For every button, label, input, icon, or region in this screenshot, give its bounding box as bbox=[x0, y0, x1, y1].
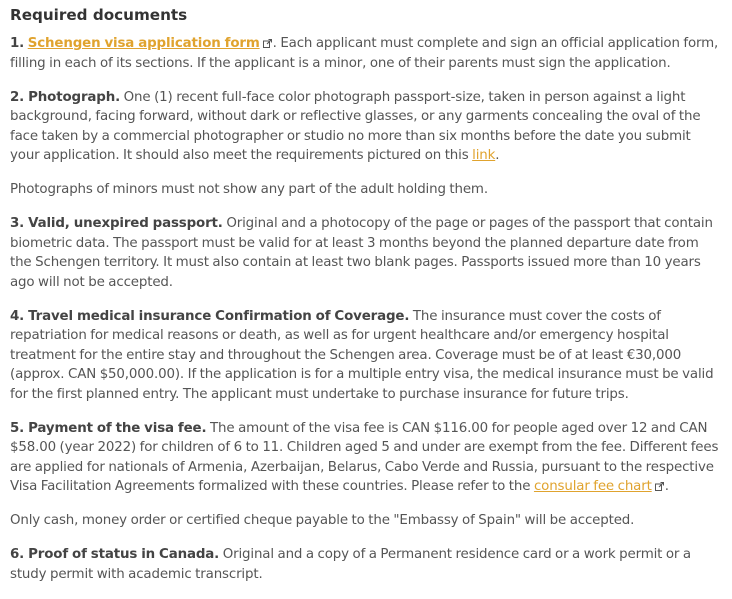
item-text-end: . bbox=[495, 148, 500, 163]
item-text: One (1) recent full-face color photograph passport-size, taken in person against a light background, facing forward, without dark or reflective glasses, or any garments concealing the oval of the face taken by a commercial photographer or studio no more than six months before the date you submit your application. It should also meet the requirements pictured on this bbox=[10, 89, 701, 163]
section-title: Required documents bbox=[10, 6, 188, 24]
note-payment-methods: Only cash, money order or certified cheque payable to the "Embassy of Spain" will be accepted. bbox=[10, 513, 635, 528]
item-heading bbox=[10, 90, 120, 105]
item-heading-text: Valid, unexpired passport. bbox=[28, 216, 223, 231]
item-number: 4. bbox=[10, 308, 25, 324]
item-heading-text: Photograph. bbox=[28, 89, 121, 105]
item-photograph bbox=[10, 88, 722, 166]
consular-fee-chart-link[interactable]: consular fee chart bbox=[533, 479, 652, 494]
item-heading bbox=[10, 216, 223, 231]
item-number: 6. bbox=[10, 547, 25, 562]
item-visa-fee bbox=[10, 419, 722, 497]
item-heading bbox=[10, 421, 206, 436]
photo-requirements-link[interactable]: link bbox=[472, 148, 496, 163]
item-application-form bbox=[10, 34, 722, 73]
item-text-end: . bbox=[664, 479, 669, 494]
item-proof-of-status bbox=[10, 545, 722, 584]
item-passport bbox=[10, 214, 722, 292]
item-number: 2. bbox=[10, 89, 25, 105]
item-heading-text: Payment of the visa fee. bbox=[28, 420, 207, 436]
item-number: 5. bbox=[10, 420, 25, 436]
item-text: . Each applicant must complete and sign an official application form, filling in each of its sections. If the applicant is a minor, one of their parents must sign the application. bbox=[10, 36, 719, 71]
item-heading bbox=[10, 309, 409, 324]
schengen-form-link[interactable]: Schengen visa application form bbox=[27, 36, 260, 51]
item-text: The insurance must cover the costs of repatriation for medical reasons or death, as well as for urgent healthcare and/or emergency hospital treatment for the entire stay and throughout the Schengen area. Coverage must be of at least €30,000 (approx. CAN $50,000.00). If the application is for a multiple entry visa, the medical insurance must be valid for the first planned entry. The applicant must undertake to purchase insurance for future trips. bbox=[10, 308, 714, 402]
item-text: Original and a copy of a Permanent residence card or a work permit or a study permit with academic transcript. bbox=[10, 547, 691, 582]
note-minors-photo: Photographs of minors must not show any part of the adult holding them. bbox=[10, 182, 488, 197]
item-heading-text: Travel medical insurance Confirmation of Coverage. bbox=[28, 308, 410, 324]
item-heading bbox=[10, 547, 219, 562]
item-text: Original and a photocopy of the page or pages of the passport that contain biometric data. The passport must be valid for at least 3 months beyond the planned departure date from the Schengen territory. It must also contain at least two blank pages. Passports issued more than 10 years ago will not be accepted. bbox=[10, 216, 713, 290]
item-text: The amount of the visa fee is CAN $116.00 for people aged over 12 and CAN $58.00 (year 2022) for children of 6 to 11. Children aged 5 and under are exempt from the fee. Different fees are applied for nationals of Armenia, Azerbaijan, Belarus, Cabo Verde and Russia, pursuant to the respective Visa Facilitation Agreements formalized with these countries. Please refer to the bbox=[10, 420, 719, 494]
external-link-icon bbox=[655, 482, 664, 491]
item-insurance bbox=[10, 307, 722, 405]
item-number: 1. bbox=[10, 36, 25, 51]
external-link-icon bbox=[263, 39, 272, 48]
item-number: 3. bbox=[10, 216, 25, 231]
item-heading-text: Proof of status in Canada. bbox=[28, 547, 220, 562]
